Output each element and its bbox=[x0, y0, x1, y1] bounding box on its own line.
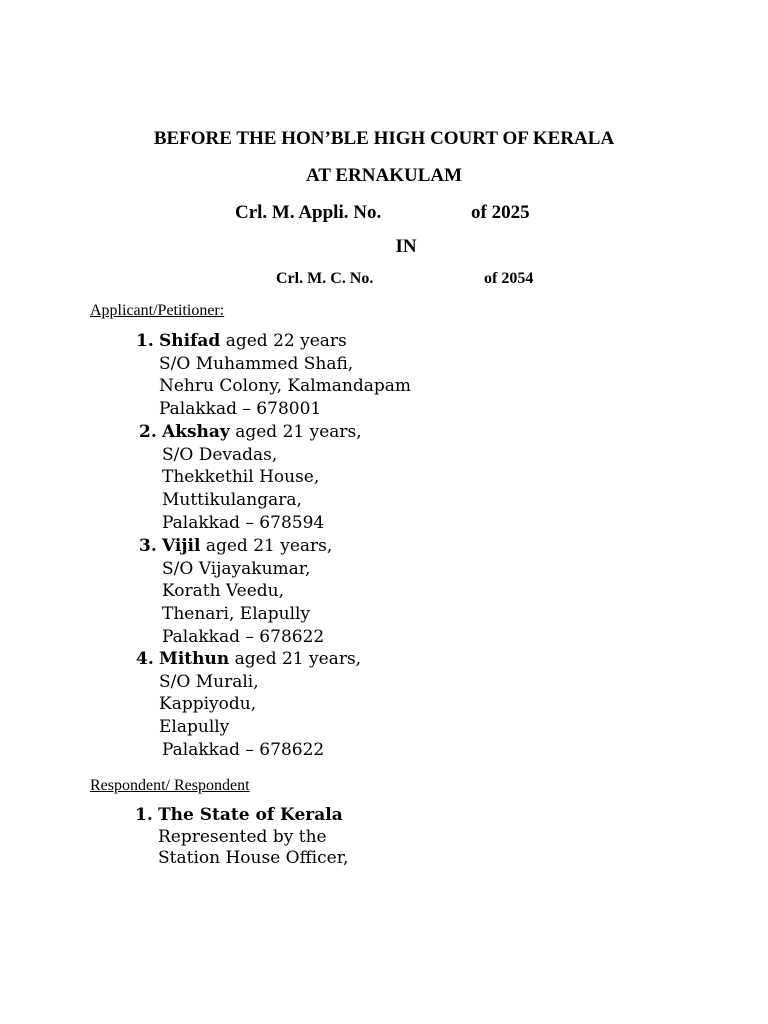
applicant-number: 1. bbox=[136, 331, 154, 351]
respondent-1 bbox=[135, 805, 348, 870]
applicant-4 bbox=[136, 648, 361, 762]
applicant-name: Akshay bbox=[162, 422, 230, 442]
respondent-name: The State of Kerala bbox=[158, 805, 343, 825]
address-line: Palakkad – 678001 bbox=[159, 399, 322, 420]
address-line: S/O Devadas, bbox=[162, 444, 278, 465]
applicant-2 bbox=[139, 421, 362, 535]
address-line: Palakkad – 678622 bbox=[162, 626, 325, 647]
address-line: Station House Officer, bbox=[158, 848, 349, 868]
address-line: Represented by the bbox=[158, 826, 327, 847]
applicant-age: aged 21 years, bbox=[229, 422, 362, 442]
mc-number-label: Crl. M. C. No. bbox=[276, 270, 374, 287]
applicants-section-title: Applicant/Petitioner: bbox=[90, 302, 225, 319]
applicant-age: aged 21 years, bbox=[229, 649, 362, 669]
address-line: Kappiyodu, bbox=[159, 694, 257, 715]
applicant-name: Vijil bbox=[162, 536, 201, 556]
applicant-number: 2. bbox=[139, 422, 157, 442]
address-line: S/O Muhammed Shafi, bbox=[159, 353, 354, 374]
appl-number-label: Crl. M. Appli. No. bbox=[235, 202, 382, 223]
respondents-section-title: Respondent/ Respondent bbox=[90, 777, 250, 794]
respondent-number: 1. bbox=[135, 805, 153, 825]
address-line: S/O Vijayakumar, bbox=[162, 558, 311, 579]
appl-year: of 2025 bbox=[471, 202, 530, 223]
applicant-age: aged 21 years, bbox=[200, 536, 333, 556]
address-line: Nehru Colony, Kalmandapam bbox=[159, 376, 412, 397]
address-line: Palakkad – 678594 bbox=[162, 512, 325, 533]
court-heading: BEFORE THE HON’BLE HIGH COURT OF KERALA bbox=[153, 128, 615, 149]
address-line: S/O Murali, bbox=[159, 671, 259, 692]
applicant-1 bbox=[136, 330, 411, 421]
court-location: AT ERNAKULAM bbox=[305, 165, 463, 186]
applicant-3 bbox=[139, 535, 332, 649]
address-line: Elapully bbox=[159, 717, 230, 738]
address-line: Thekkethil House, bbox=[162, 467, 320, 488]
applicant-age: aged 22 years bbox=[220, 331, 347, 351]
in-label: IN bbox=[395, 236, 417, 257]
applicant-name: Mithun bbox=[159, 649, 230, 669]
mc-year: of 2054 bbox=[484, 270, 534, 287]
applicant-name: Shifad bbox=[159, 331, 221, 351]
address-line: Thenari, Elapully bbox=[162, 604, 311, 625]
address-line: Muttikulangara, bbox=[162, 490, 302, 511]
address-line: Korath Veedu, bbox=[162, 581, 284, 602]
applicant-number: 3. bbox=[139, 536, 157, 556]
address-line: Palakkad – 678622 bbox=[162, 739, 325, 760]
applicant-number: 4. bbox=[136, 649, 154, 669]
